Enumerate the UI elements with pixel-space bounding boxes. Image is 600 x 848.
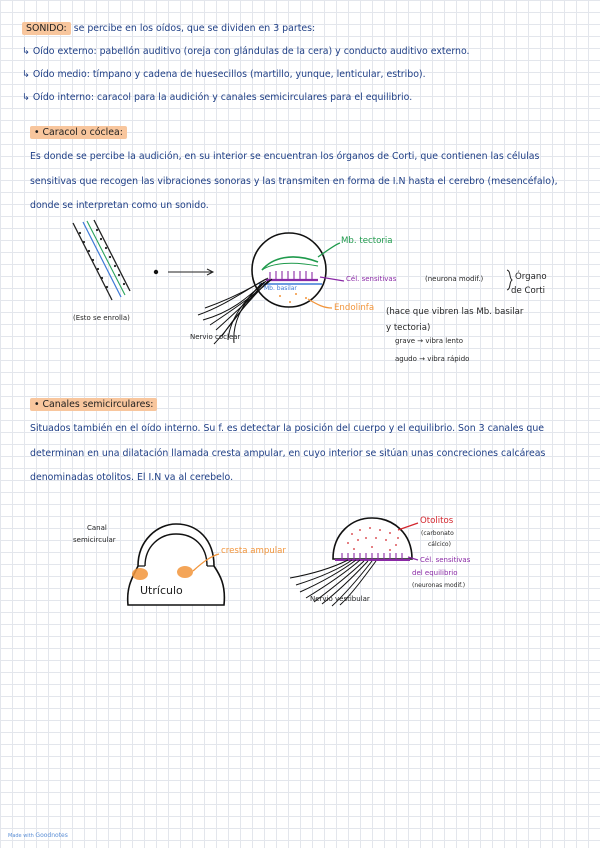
label-mb-basilar: Mb. basilar (264, 285, 297, 292)
label-de-corti: de Corti (511, 286, 546, 296)
pointer-otolitos (398, 523, 418, 530)
footer-prefix: Made with (8, 833, 34, 839)
sonido-title: SONIDO: (22, 22, 71, 35)
label-canal-2: semicircular (73, 536, 116, 544)
label-cresta-ampular: cresta ampular (221, 546, 286, 556)
label-organo: Órgano (515, 272, 547, 282)
label-cel-equilibrio-1: Cél. sensitivas (420, 556, 471, 564)
rolled-note: (Esto se enrolla) (73, 314, 130, 322)
label-utriculo: Utrículo (140, 584, 183, 597)
bullet-name: Oído externo (32, 46, 94, 57)
label-cel-equilibrio-3: (neuronas modif.) (412, 582, 466, 589)
otolith-dome (290, 518, 412, 606)
canales-heading: • Canales semicirculares: (30, 398, 157, 411)
label-endolinfa: Endolinfa (334, 303, 375, 313)
sonido-intro: se percibe en los oídos, que se dividen en 3 partes: (73, 23, 316, 34)
footer-goodnotes (8, 833, 68, 839)
label-neurona-modif: (neurona modif.) (425, 275, 484, 283)
label-carbonato-1: (carbonato (421, 530, 454, 537)
hook-arrow-icon: ↳ (22, 69, 30, 80)
label-cel-equilibrio-2: del equilibrio (412, 569, 458, 577)
bullet-text: : pabellón auditivo (oreja con glándulas de la cera) y conducto auditivo externo. (93, 46, 470, 57)
label-nervio-vestibular: Nervio vestibular (310, 595, 370, 603)
label-endolinfa-note: (hace que vibren las Mb. basilar y tectoria) (386, 307, 524, 333)
hook-arrow-icon: ↳ (22, 46, 30, 57)
label-carbonato-2: cálcico) (428, 541, 451, 548)
label-grave: grave → vibra lento (395, 337, 464, 345)
label-canal-1: Canal (87, 524, 107, 532)
label-otolitos: Otolitos (420, 516, 454, 526)
label-mb-tectoria: Mb. tectoria (341, 236, 393, 246)
canales-paragraph: Situados también en el oído interno. Su f. es detectar la posición del cuerpo y el equilibrio. Son 3 canales que determinan en una dilatación llamada cresta ampular, en cuyo interior se sitúan unas concreciones calcáreas denominadas otolitos. El I.N va al cerebelo. (30, 423, 546, 483)
bullet-text: : tímpano y cadena de huesecillos (martillo, yunque, lenticular, estribo). (86, 69, 426, 80)
bullet-name: Oído medio (32, 69, 87, 80)
bullet-dot-icon: • (34, 127, 43, 138)
footer-brand: Goodnotes (35, 832, 68, 839)
label-nervio-coclear: Nervio coclear (190, 333, 241, 341)
label-agudo: agudo → vibra rápido (395, 355, 470, 363)
hook-arrow-icon: ↳ (22, 92, 30, 103)
bullet-text: : caracol para la audición y canales semicirculares para el equilibrio. (90, 92, 413, 103)
label-cel-sensitivas: Cél. sensitivas (346, 275, 397, 283)
caracol-paragraph: Es donde se percibe la audición, en su interior se encuentran los órganos de Corti, que contienen las células sensitivas que recogen las vibraciones sonoras y las transmiten en forma de I.N hasta el cerebro (mesencéfalo), donde se interpretan como un sonido. (30, 151, 558, 211)
caracol-heading: • Caracol o cóclea: (30, 126, 127, 139)
bullet-name: Oído interno (32, 92, 91, 103)
bullet-dot-icon: • (34, 399, 43, 410)
